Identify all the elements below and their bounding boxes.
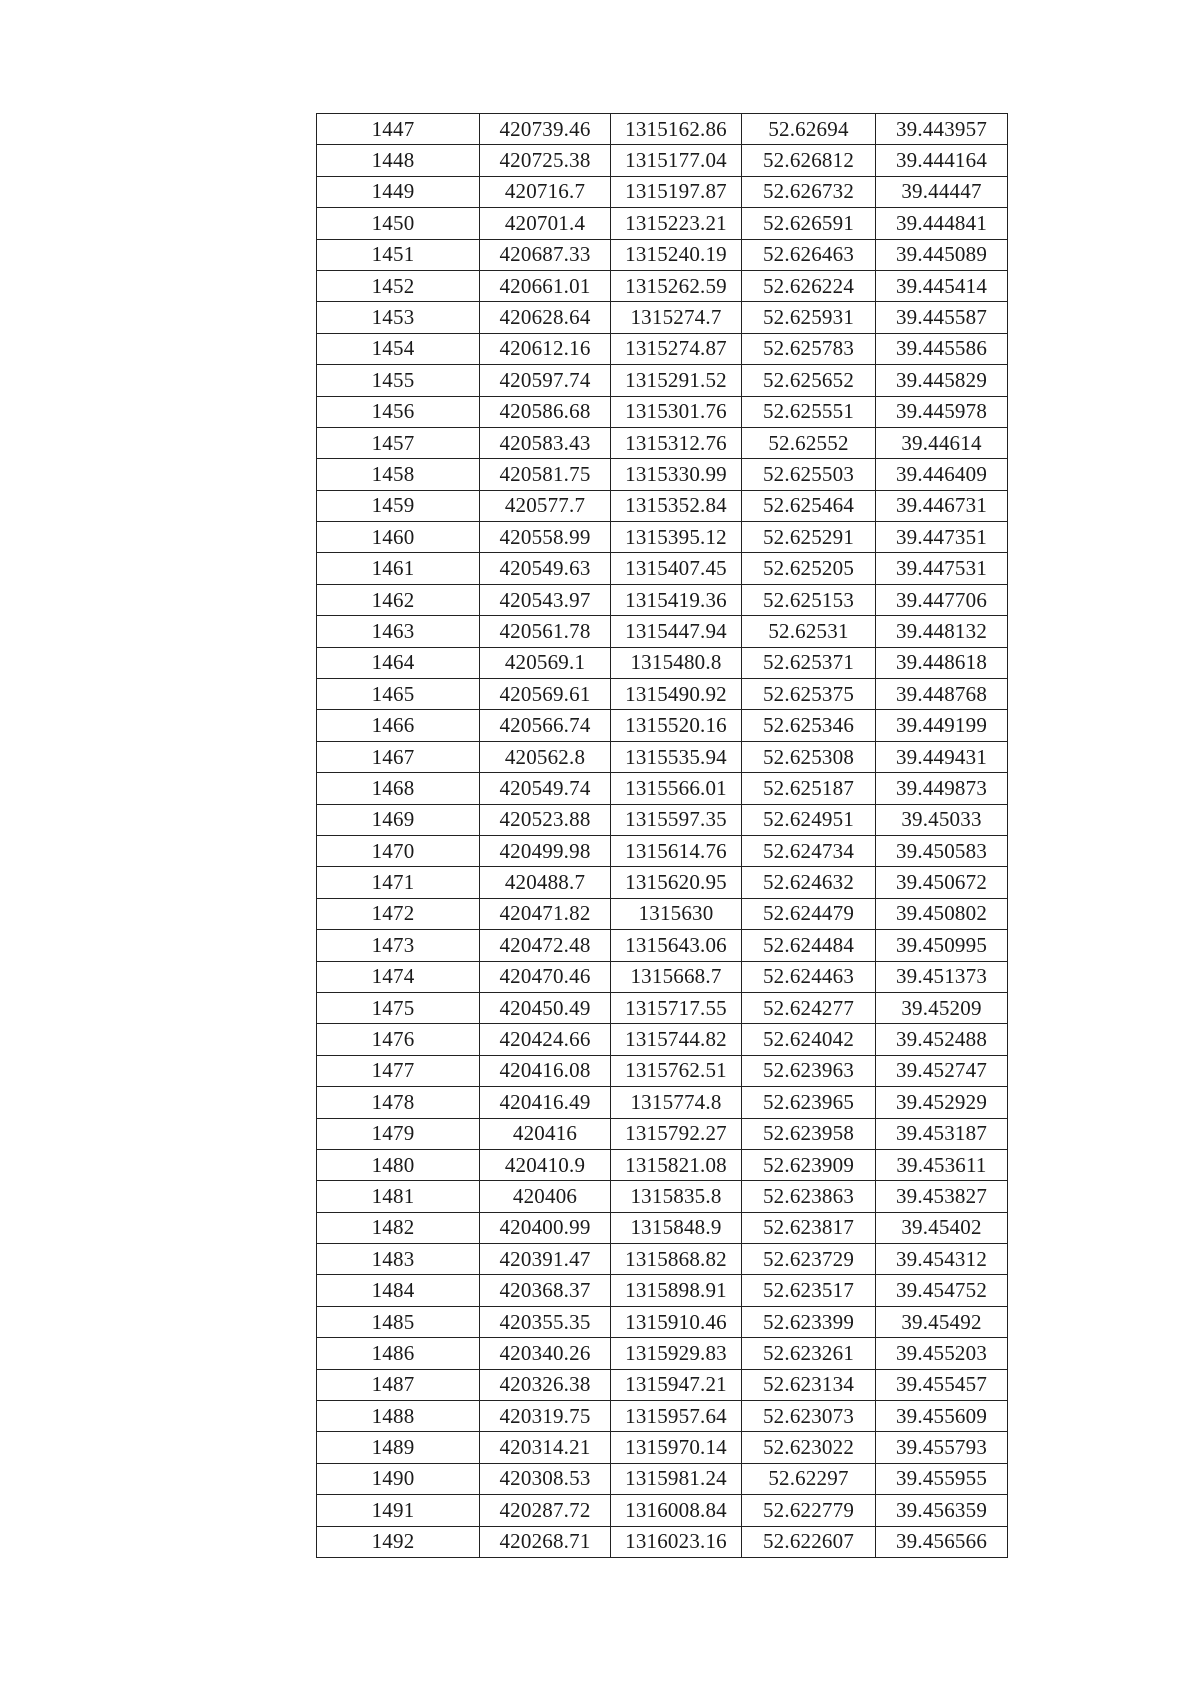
point-number-cell: 1485 [317,1306,480,1337]
table-row [317,1244,1008,1275]
table-row [317,1055,1008,1086]
point-number-cell: 1452 [317,270,480,301]
point-number-cell: 1488 [317,1401,480,1432]
x-coordinate-cell: 420355.35 [480,1306,611,1337]
point-number-cell: 1469 [317,804,480,835]
x-coordinate-cell: 420577.7 [480,490,611,521]
table-row [317,835,1008,866]
table-row [317,365,1008,396]
y-coordinate-cell: 1315301.76 [611,396,742,427]
point-number-cell: 1474 [317,961,480,992]
longitude-cell: 39.447531 [876,553,1008,584]
x-coordinate-cell: 420523.88 [480,804,611,835]
y-coordinate-cell: 1315910.46 [611,1306,742,1337]
longitude-cell: 39.447351 [876,522,1008,553]
longitude-cell: 39.456359 [876,1495,1008,1526]
y-coordinate-cell: 1315792.27 [611,1118,742,1149]
table-row [317,867,1008,898]
table-row [317,1369,1008,1400]
x-coordinate-cell: 420416.49 [480,1087,611,1118]
y-coordinate-cell: 1315597.35 [611,804,742,835]
longitude-cell: 39.453187 [876,1118,1008,1149]
x-coordinate-cell: 420368.37 [480,1275,611,1306]
x-coordinate-cell: 420597.74 [480,365,611,396]
table-row [317,1275,1008,1306]
longitude-cell: 39.450672 [876,867,1008,898]
point-number-cell: 1465 [317,679,480,710]
point-number-cell: 1489 [317,1432,480,1463]
longitude-cell: 39.44447 [876,176,1008,207]
y-coordinate-cell: 1315970.14 [611,1432,742,1463]
latitude-cell: 52.626224 [742,270,876,301]
longitude-cell: 39.455457 [876,1369,1008,1400]
y-coordinate-cell: 1315535.94 [611,741,742,772]
longitude-cell: 39.455609 [876,1401,1008,1432]
longitude-cell: 39.443957 [876,114,1008,145]
latitude-cell: 52.623073 [742,1401,876,1432]
latitude-cell: 52.625346 [742,710,876,741]
latitude-cell: 52.626463 [742,239,876,270]
table-row [317,302,1008,333]
table-row [317,616,1008,647]
y-coordinate-cell: 1315614.76 [611,835,742,866]
x-coordinate-cell: 420612.16 [480,333,611,364]
latitude-cell: 52.624632 [742,867,876,898]
y-coordinate-cell: 1315240.19 [611,239,742,270]
x-coordinate-cell: 420450.49 [480,992,611,1023]
longitude-cell: 39.453827 [876,1181,1008,1212]
point-number-cell: 1484 [317,1275,480,1306]
y-coordinate-cell: 1315352.84 [611,490,742,521]
y-coordinate-cell: 1315929.83 [611,1338,742,1369]
point-number-cell: 1466 [317,710,480,741]
y-coordinate-cell: 1315447.94 [611,616,742,647]
table-row [317,1181,1008,1212]
latitude-cell: 52.623817 [742,1212,876,1243]
table-row [317,333,1008,364]
x-coordinate-cell: 420314.21 [480,1432,611,1463]
point-number-cell: 1455 [317,365,480,396]
point-number-cell: 1448 [317,145,480,176]
table-row [317,459,1008,490]
y-coordinate-cell: 1315774.8 [611,1087,742,1118]
point-number-cell: 1472 [317,898,480,929]
x-coordinate-cell: 420561.78 [480,616,611,647]
y-coordinate-cell: 1315668.7 [611,961,742,992]
latitude-cell: 52.625205 [742,553,876,584]
point-number-cell: 1457 [317,427,480,458]
x-coordinate-cell: 420549.74 [480,773,611,804]
point-number-cell: 1459 [317,490,480,521]
y-coordinate-cell: 1315223.21 [611,208,742,239]
table-row [317,961,1008,992]
x-coordinate-cell: 420319.75 [480,1401,611,1432]
point-number-cell: 1451 [317,239,480,270]
longitude-cell: 39.456566 [876,1526,1008,1557]
y-coordinate-cell: 1315957.64 [611,1401,742,1432]
longitude-cell: 39.444164 [876,145,1008,176]
point-number-cell: 1461 [317,553,480,584]
latitude-cell: 52.624479 [742,898,876,929]
table-row [317,992,1008,1023]
point-number-cell: 1477 [317,1055,480,1086]
latitude-cell: 52.622607 [742,1526,876,1557]
point-number-cell: 1458 [317,459,480,490]
y-coordinate-cell: 1315981.24 [611,1463,742,1494]
latitude-cell: 52.623261 [742,1338,876,1369]
point-number-cell: 1492 [317,1526,480,1557]
table-row [317,804,1008,835]
table-row [317,1495,1008,1526]
y-coordinate-cell: 1315620.95 [611,867,742,898]
y-coordinate-cell: 1315566.01 [611,773,742,804]
latitude-cell: 52.625291 [742,522,876,553]
coordinates-table [316,113,1008,1558]
x-coordinate-cell: 420725.38 [480,145,611,176]
y-coordinate-cell: 1316008.84 [611,1495,742,1526]
longitude-cell: 39.445587 [876,302,1008,333]
longitude-cell: 39.454752 [876,1275,1008,1306]
point-number-cell: 1476 [317,1024,480,1055]
longitude-cell: 39.453611 [876,1149,1008,1180]
point-number-cell: 1449 [317,176,480,207]
longitude-cell: 39.44614 [876,427,1008,458]
y-coordinate-cell: 1315291.52 [611,365,742,396]
table-row [317,1118,1008,1149]
x-coordinate-cell: 420472.48 [480,930,611,961]
longitude-cell: 39.448768 [876,679,1008,710]
table-row [317,1526,1008,1557]
latitude-cell: 52.625187 [742,773,876,804]
x-coordinate-cell: 420562.8 [480,741,611,772]
y-coordinate-cell: 1315630 [611,898,742,929]
point-number-cell: 1475 [317,992,480,1023]
x-coordinate-cell: 420340.26 [480,1338,611,1369]
table-row [317,1401,1008,1432]
latitude-cell: 52.623965 [742,1087,876,1118]
latitude-cell: 52.62694 [742,114,876,145]
table-row [317,647,1008,678]
latitude-cell: 52.626812 [742,145,876,176]
x-coordinate-cell: 420406 [480,1181,611,1212]
latitude-cell: 52.625371 [742,647,876,678]
table-row [317,930,1008,961]
latitude-cell: 52.625464 [742,490,876,521]
latitude-cell: 52.624484 [742,930,876,961]
latitude-cell: 52.624277 [742,992,876,1023]
longitude-cell: 39.455203 [876,1338,1008,1369]
y-coordinate-cell: 1315947.21 [611,1369,742,1400]
x-coordinate-cell: 420566.74 [480,710,611,741]
latitude-cell: 52.625931 [742,302,876,333]
longitude-cell: 39.448618 [876,647,1008,678]
latitude-cell: 52.626732 [742,176,876,207]
point-number-cell: 1483 [317,1244,480,1275]
table-row [317,553,1008,584]
x-coordinate-cell: 420739.46 [480,114,611,145]
longitude-cell: 39.452747 [876,1055,1008,1086]
latitude-cell: 52.623517 [742,1275,876,1306]
table-row [317,176,1008,207]
x-coordinate-cell: 420308.53 [480,1463,611,1494]
table-row [317,898,1008,929]
document-page [316,113,1007,1558]
longitude-cell: 39.445414 [876,270,1008,301]
x-coordinate-cell: 420583.43 [480,427,611,458]
longitude-cell: 39.447706 [876,584,1008,615]
coordinates-table-body [317,114,1008,1558]
longitude-cell: 39.45402 [876,1212,1008,1243]
x-coordinate-cell: 420488.7 [480,867,611,898]
longitude-cell: 39.450802 [876,898,1008,929]
latitude-cell: 52.623958 [742,1118,876,1149]
longitude-cell: 39.45492 [876,1306,1008,1337]
point-number-cell: 1479 [317,1118,480,1149]
latitude-cell: 52.625308 [742,741,876,772]
table-row [317,114,1008,145]
y-coordinate-cell: 1315274.7 [611,302,742,333]
x-coordinate-cell: 420586.68 [480,396,611,427]
y-coordinate-cell: 1315177.04 [611,145,742,176]
longitude-cell: 39.444841 [876,208,1008,239]
x-coordinate-cell: 420558.99 [480,522,611,553]
latitude-cell: 52.625652 [742,365,876,396]
longitude-cell: 39.45209 [876,992,1008,1023]
latitude-cell: 52.623909 [742,1149,876,1180]
table-row [317,741,1008,772]
y-coordinate-cell: 1315312.76 [611,427,742,458]
y-coordinate-cell: 1315419.36 [611,584,742,615]
latitude-cell: 52.623729 [742,1244,876,1275]
table-row [317,145,1008,176]
y-coordinate-cell: 1315868.82 [611,1244,742,1275]
table-row [317,1149,1008,1180]
latitude-cell: 52.62552 [742,427,876,458]
x-coordinate-cell: 420543.97 [480,584,611,615]
y-coordinate-cell: 1315490.92 [611,679,742,710]
x-coordinate-cell: 420470.46 [480,961,611,992]
x-coordinate-cell: 420400.99 [480,1212,611,1243]
longitude-cell: 39.455793 [876,1432,1008,1463]
x-coordinate-cell: 420569.1 [480,647,611,678]
x-coordinate-cell: 420326.38 [480,1369,611,1400]
x-coordinate-cell: 420410.9 [480,1149,611,1180]
table-row [317,679,1008,710]
longitude-cell: 39.454312 [876,1244,1008,1275]
y-coordinate-cell: 1315407.45 [611,553,742,584]
latitude-cell: 52.625503 [742,459,876,490]
table-row [317,773,1008,804]
point-number-cell: 1487 [317,1369,480,1400]
latitude-cell: 52.623399 [742,1306,876,1337]
longitude-cell: 39.45033 [876,804,1008,835]
x-coordinate-cell: 420716.7 [480,176,611,207]
y-coordinate-cell: 1315162.86 [611,114,742,145]
point-number-cell: 1490 [317,1463,480,1494]
point-number-cell: 1473 [317,930,480,961]
longitude-cell: 39.452929 [876,1087,1008,1118]
longitude-cell: 39.450583 [876,835,1008,866]
x-coordinate-cell: 420416.08 [480,1055,611,1086]
point-number-cell: 1486 [317,1338,480,1369]
point-number-cell: 1470 [317,835,480,866]
point-number-cell: 1467 [317,741,480,772]
latitude-cell: 52.623134 [742,1369,876,1400]
point-number-cell: 1480 [317,1149,480,1180]
latitude-cell: 52.623022 [742,1432,876,1463]
table-row [317,490,1008,521]
point-number-cell: 1453 [317,302,480,333]
point-number-cell: 1481 [317,1181,480,1212]
y-coordinate-cell: 1315274.87 [611,333,742,364]
point-number-cell: 1478 [317,1087,480,1118]
x-coordinate-cell: 420424.66 [480,1024,611,1055]
latitude-cell: 52.625551 [742,396,876,427]
table-row [317,584,1008,615]
longitude-cell: 39.445978 [876,396,1008,427]
latitude-cell: 52.625375 [742,679,876,710]
y-coordinate-cell: 1315197.87 [611,176,742,207]
y-coordinate-cell: 1315480.8 [611,647,742,678]
latitude-cell: 52.624951 [742,804,876,835]
point-number-cell: 1450 [317,208,480,239]
point-number-cell: 1456 [317,396,480,427]
point-number-cell: 1462 [317,584,480,615]
x-coordinate-cell: 420661.01 [480,270,611,301]
longitude-cell: 39.451373 [876,961,1008,992]
latitude-cell: 52.62297 [742,1463,876,1494]
x-coordinate-cell: 420287.72 [480,1495,611,1526]
table-row [317,1024,1008,1055]
x-coordinate-cell: 420701.4 [480,208,611,239]
point-number-cell: 1471 [317,867,480,898]
longitude-cell: 39.452488 [876,1024,1008,1055]
y-coordinate-cell: 1315330.99 [611,459,742,490]
y-coordinate-cell: 1315520.16 [611,710,742,741]
table-row [317,1432,1008,1463]
table-row [317,1306,1008,1337]
y-coordinate-cell: 1315848.9 [611,1212,742,1243]
table-row [317,710,1008,741]
table-row [317,208,1008,239]
point-number-cell: 1482 [317,1212,480,1243]
y-coordinate-cell: 1315717.55 [611,992,742,1023]
y-coordinate-cell: 1315643.06 [611,930,742,961]
y-coordinate-cell: 1315395.12 [611,522,742,553]
table-row [317,1212,1008,1243]
table-row [317,396,1008,427]
latitude-cell: 52.626591 [742,208,876,239]
x-coordinate-cell: 420499.98 [480,835,611,866]
latitude-cell: 52.624042 [742,1024,876,1055]
point-number-cell: 1468 [317,773,480,804]
table-row [317,1087,1008,1118]
latitude-cell: 52.623863 [742,1181,876,1212]
table-row [317,239,1008,270]
point-number-cell: 1460 [317,522,480,553]
table-row [317,522,1008,553]
y-coordinate-cell: 1315262.59 [611,270,742,301]
latitude-cell: 52.623963 [742,1055,876,1086]
x-coordinate-cell: 420391.47 [480,1244,611,1275]
latitude-cell: 52.624463 [742,961,876,992]
table-row [317,1338,1008,1369]
latitude-cell: 52.62531 [742,616,876,647]
latitude-cell: 52.625783 [742,333,876,364]
x-coordinate-cell: 420471.82 [480,898,611,929]
x-coordinate-cell: 420581.75 [480,459,611,490]
table-row [317,427,1008,458]
longitude-cell: 39.449431 [876,741,1008,772]
longitude-cell: 39.446409 [876,459,1008,490]
y-coordinate-cell: 1315898.91 [611,1275,742,1306]
longitude-cell: 39.445829 [876,365,1008,396]
point-number-cell: 1463 [317,616,480,647]
point-number-cell: 1454 [317,333,480,364]
longitude-cell: 39.445089 [876,239,1008,270]
longitude-cell: 39.448132 [876,616,1008,647]
x-coordinate-cell: 420569.61 [480,679,611,710]
x-coordinate-cell: 420549.63 [480,553,611,584]
longitude-cell: 39.446731 [876,490,1008,521]
latitude-cell: 52.624734 [742,835,876,866]
table-row [317,270,1008,301]
y-coordinate-cell: 1315762.51 [611,1055,742,1086]
x-coordinate-cell: 420416 [480,1118,611,1149]
latitude-cell: 52.625153 [742,584,876,615]
y-coordinate-cell: 1315821.08 [611,1149,742,1180]
y-coordinate-cell: 1315744.82 [611,1024,742,1055]
longitude-cell: 39.449199 [876,710,1008,741]
point-number-cell: 1491 [317,1495,480,1526]
x-coordinate-cell: 420628.64 [480,302,611,333]
latitude-cell: 52.622779 [742,1495,876,1526]
point-number-cell: 1447 [317,114,480,145]
y-coordinate-cell: 1315835.8 [611,1181,742,1212]
x-coordinate-cell: 420687.33 [480,239,611,270]
longitude-cell: 39.455955 [876,1463,1008,1494]
longitude-cell: 39.445586 [876,333,1008,364]
longitude-cell: 39.449873 [876,773,1008,804]
point-number-cell: 1464 [317,647,480,678]
longitude-cell: 39.450995 [876,930,1008,961]
x-coordinate-cell: 420268.71 [480,1526,611,1557]
table-row [317,1463,1008,1494]
y-coordinate-cell: 1316023.16 [611,1526,742,1557]
